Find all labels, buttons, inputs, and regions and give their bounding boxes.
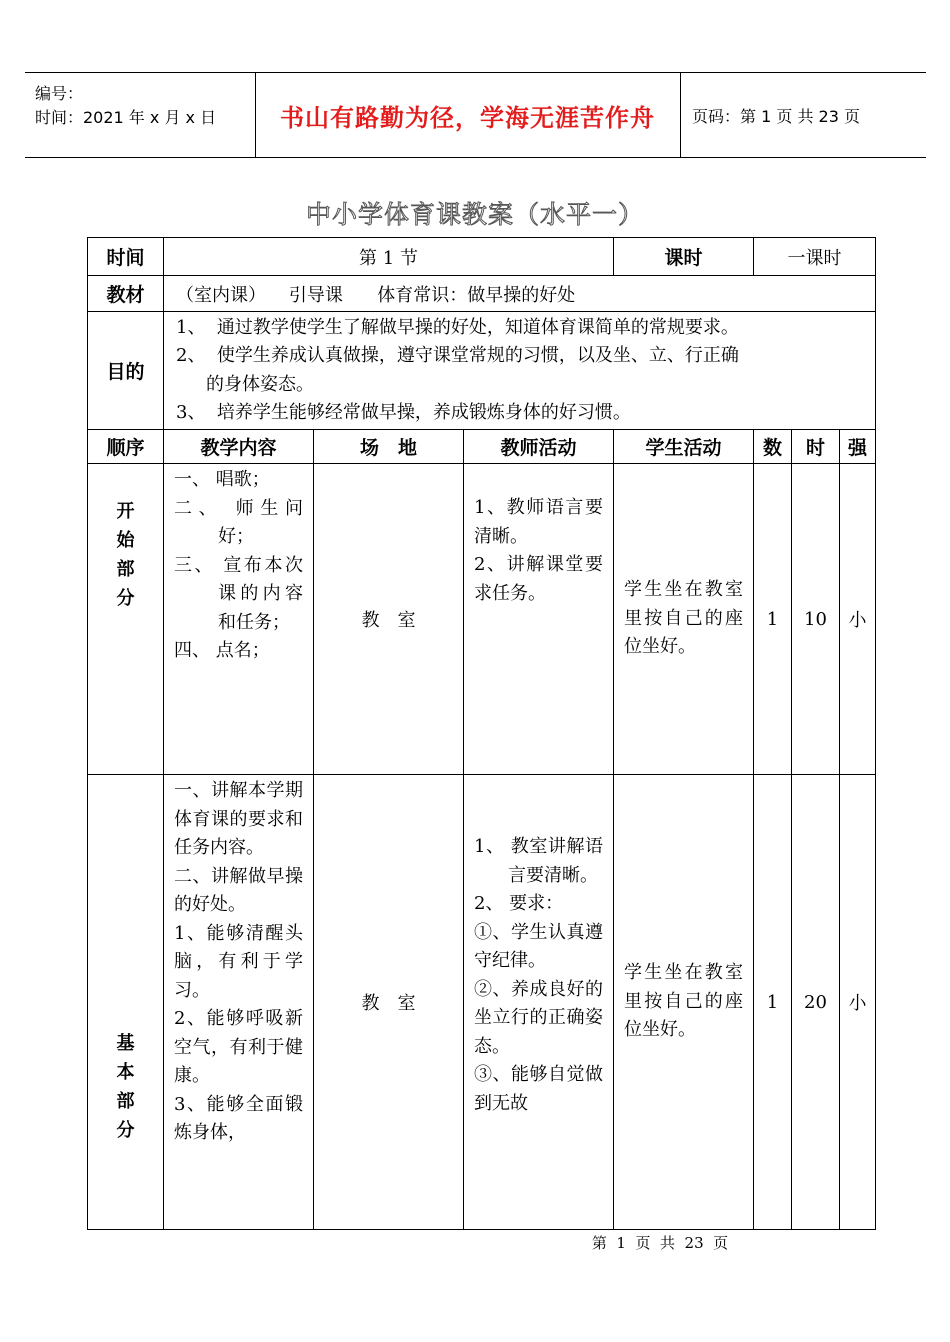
teacher-item: ②、养成良好的坐立行的正确姿态。 [474, 978, 603, 1057]
objective-item: 1、 通过教学使学生了解做早操的好处，知道体育课简单的常规要求。 [176, 316, 739, 338]
objective-item: 3、 培养学生能够经常做早操，养成锻炼身体的好习惯。 [176, 402, 631, 423]
number-label: 编号： [35, 84, 84, 103]
objective-label: 目的 [88, 312, 164, 430]
content-item: 2、能够呼吸新空气，有利于健康。 [174, 1008, 303, 1086]
teacher-item: ③、能够自觉做到无故 [474, 1064, 603, 1114]
teacher-item: 1、 教室讲解语言要清晰。 [474, 836, 603, 886]
venue-cell: 教 室 [314, 775, 464, 1230]
objective-item: 2、 使学生养成认真做操，遵守课堂常规的习惯，以及坐、立、行正确 [176, 345, 739, 366]
student-cell: 学生坐在教室里按自己的座位坐好。 [614, 464, 754, 775]
content-item: 二、讲解做早操的好处。 [174, 865, 303, 915]
intensity-cell: 小 [840, 775, 876, 1230]
col-teacher: 教师活动 [464, 430, 614, 464]
page-title: 中小学体育课教案（水平一） [305, 200, 644, 229]
col-content: 教学内容 [164, 430, 314, 464]
hours-label: 课时 [614, 238, 754, 276]
time-cell: 20 [792, 775, 840, 1230]
section-row-main [88, 775, 876, 1230]
teacher-item: 2、讲解课堂要求任务。 [474, 554, 603, 604]
teacher-item: 1、教师语言要清晰。 [474, 497, 603, 547]
col-time: 时 [792, 430, 840, 464]
section-row-opening [88, 464, 876, 775]
teacher-cell [464, 775, 614, 1230]
col-count: 数 [754, 430, 792, 464]
document-header [25, 72, 926, 158]
content-item: 一、讲解本学期体育课的要求和任务内容。 [174, 780, 303, 858]
time-cell: 10 [792, 464, 840, 775]
content-cell [164, 775, 314, 1230]
count-cell: 1 [754, 775, 792, 1230]
content-item: 四、 点名； [174, 640, 270, 661]
content-item: 二、 师生问好； [174, 497, 303, 547]
time-row [88, 238, 876, 276]
material-label: 教材 [88, 276, 164, 312]
objective-item: 的身体姿态。 [206, 373, 314, 395]
lesson-plan-table [87, 237, 876, 1230]
objective-list [164, 312, 876, 430]
content-item: 1、能够清醒头脑，有利于学习。 [174, 922, 303, 1001]
col-intensity: 强 [840, 430, 876, 464]
section-name: 基 本 部 分 [88, 775, 164, 1230]
header-page-cell [680, 73, 926, 157]
col-order: 顺序 [88, 430, 164, 464]
hours-value: 一课时 [754, 238, 876, 276]
page-footer: 第 1 页 共 23 页 [591, 1234, 729, 1252]
col-venue: 场 地 [314, 430, 464, 464]
date-label: 时间：2021 年 x 月 x 日 [35, 108, 217, 127]
content-item: 三、 宣布本次课的内容和任务； [174, 554, 303, 633]
teacher-cell [464, 464, 614, 775]
motto: 书山有路勤为径，学海无涯苦作舟 [280, 103, 655, 132]
intensity-cell: 小 [840, 464, 876, 775]
teacher-item: ①、学生认真遵守纪律。 [474, 921, 603, 971]
content-item: 3、能够全面锻炼身体， [174, 1093, 303, 1143]
col-student: 学生活动 [614, 430, 754, 464]
column-header-row [88, 430, 876, 464]
time-label: 时间 [88, 238, 164, 276]
venue-cell: 教 室 [314, 464, 464, 775]
count-cell: 1 [754, 464, 792, 775]
content-item: 一、 唱歌； [174, 469, 270, 490]
content-cell [164, 464, 314, 775]
header-meta-cell [25, 73, 256, 157]
objective-row [88, 312, 876, 430]
teacher-item: 2、 要求： [474, 893, 564, 914]
material-row [88, 276, 876, 312]
page-code: 页码：第 1 页 共 23 页 [692, 106, 860, 126]
session-value: 第 1 节 [164, 238, 614, 276]
header-motto-cell [255, 73, 681, 157]
student-cell: 学生坐在教室里按自己的座位坐好。 [614, 775, 754, 1230]
material-value: （室内课） 引导课 体育常识：做早操的好处 [164, 276, 876, 312]
section-name: 开 始 部 分 [88, 464, 164, 775]
